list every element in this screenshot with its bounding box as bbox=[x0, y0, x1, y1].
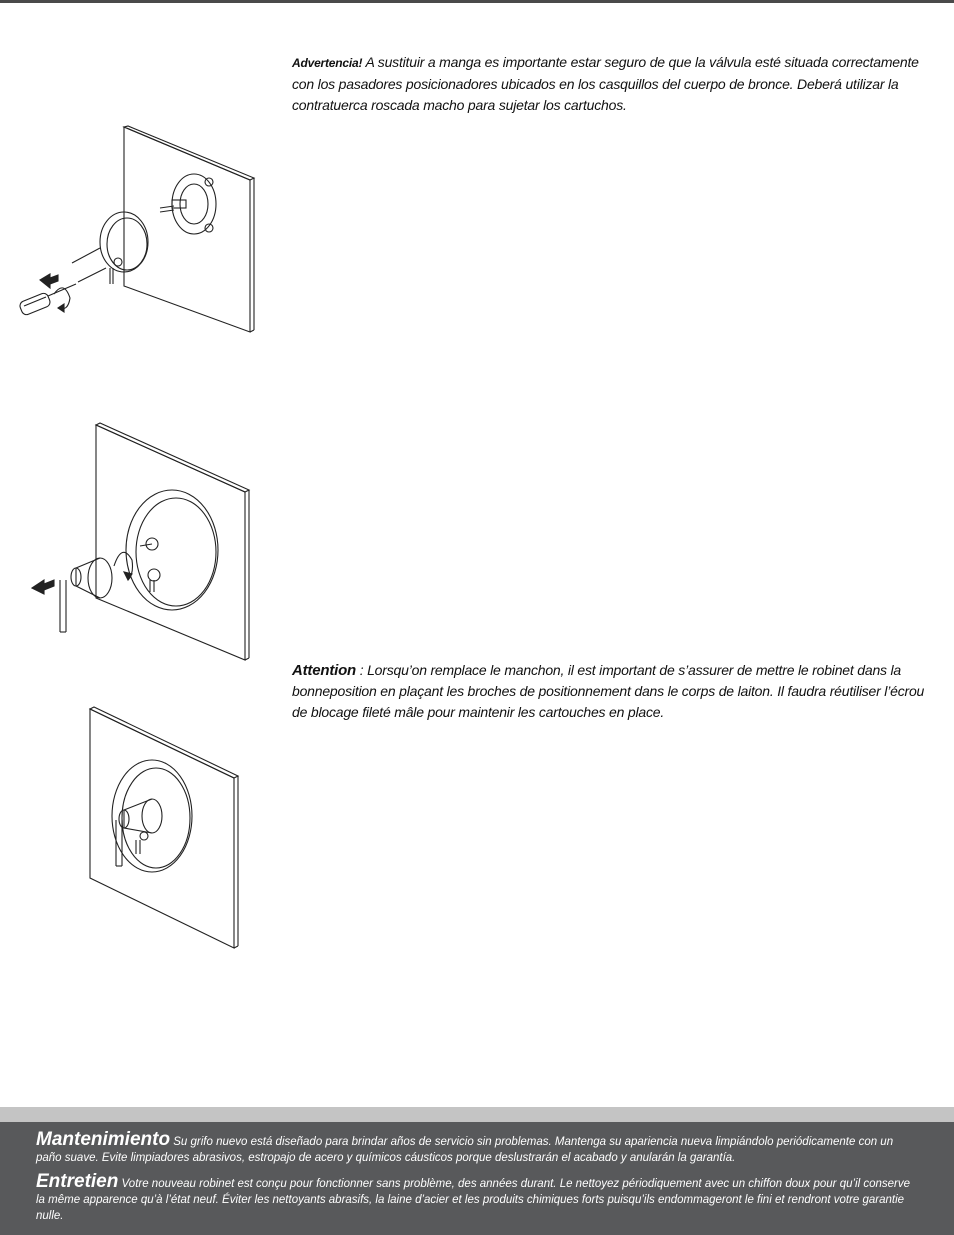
wall-panel bbox=[90, 707, 238, 948]
illustration-completed bbox=[84, 706, 244, 954]
illustration-handle-install bbox=[30, 420, 254, 664]
valve-body bbox=[160, 174, 216, 234]
warning-fr-lead: Attention bbox=[292, 662, 357, 679]
warning-es bbox=[292, 52, 932, 116]
warning-fr-body: : Lorsqu’on remplace le manchon, il est important de s’assurer de mettre le robinet dans la bonneposition en plaçant les broches de positionnement dans le corps de laiton. Il faudra réutiliser l’écrou de blocage fileté mâle pour maintenir les cartouches en place. bbox=[292, 662, 925, 720]
screwdriver-icon bbox=[18, 284, 76, 316]
maintenance-fr-heading: Entretien bbox=[36, 1171, 119, 1192]
wall-panel bbox=[96, 423, 249, 660]
top-rule bbox=[0, 0, 954, 3]
footer-band bbox=[0, 1107, 954, 1122]
maintenance-fr bbox=[36, 1171, 916, 1224]
maintenance-fr-body: Votre nouveau robinet est conçu pour fonctionner sans problème, des années durant. Le nettoyez périodiquement avec un chiffon doux pour qu’il conserve la même apparence qu’à l’état neuf. Éviter les nettoyants abrasifs, la laine d’acier et les produits chimiques forts puisqu’ils endommageront le fini et rendront votre garantie nulle. bbox=[36, 1178, 911, 1222]
lever-handle bbox=[60, 558, 112, 632]
maintenance-es-heading: Mantenimiento bbox=[36, 1129, 171, 1150]
maintenance-es bbox=[36, 1129, 916, 1166]
maintenance-es-body: Su grifo nuevo está diseñado para brindar años de servicio sin problemas. Mantenga su apariencia nueva limpiándolo periódicamente con un paño suave. Evite limpiadores abrasivos, estropajo de acero y químicos cáusticos porque deslustrarán el acabado y anularán la garantía. bbox=[36, 1136, 894, 1164]
rotate-arrow-icon bbox=[114, 552, 133, 580]
push-arrow-icon bbox=[40, 274, 58, 288]
warning-es-lead: Advertencia! bbox=[292, 56, 363, 70]
warning-es-body: A sustituir a manga es importante estar seguro de que la válvula esté situada correctamente con los pasadores posicionadores ubicados en los casquillos del cuerpo de bronce. Deberá utilizar la contratuerca roscada macho para sujetar los cartuchos. bbox=[292, 54, 919, 113]
warning-fr bbox=[292, 660, 942, 723]
rotate-arrow-icon bbox=[54, 288, 70, 312]
push-arrow-icon bbox=[32, 580, 54, 594]
plate-screw-icon bbox=[72, 248, 106, 282]
maintenance-footer bbox=[0, 1122, 954, 1235]
illustration-plate-removal bbox=[14, 122, 260, 342]
trim-plate bbox=[126, 490, 218, 610]
